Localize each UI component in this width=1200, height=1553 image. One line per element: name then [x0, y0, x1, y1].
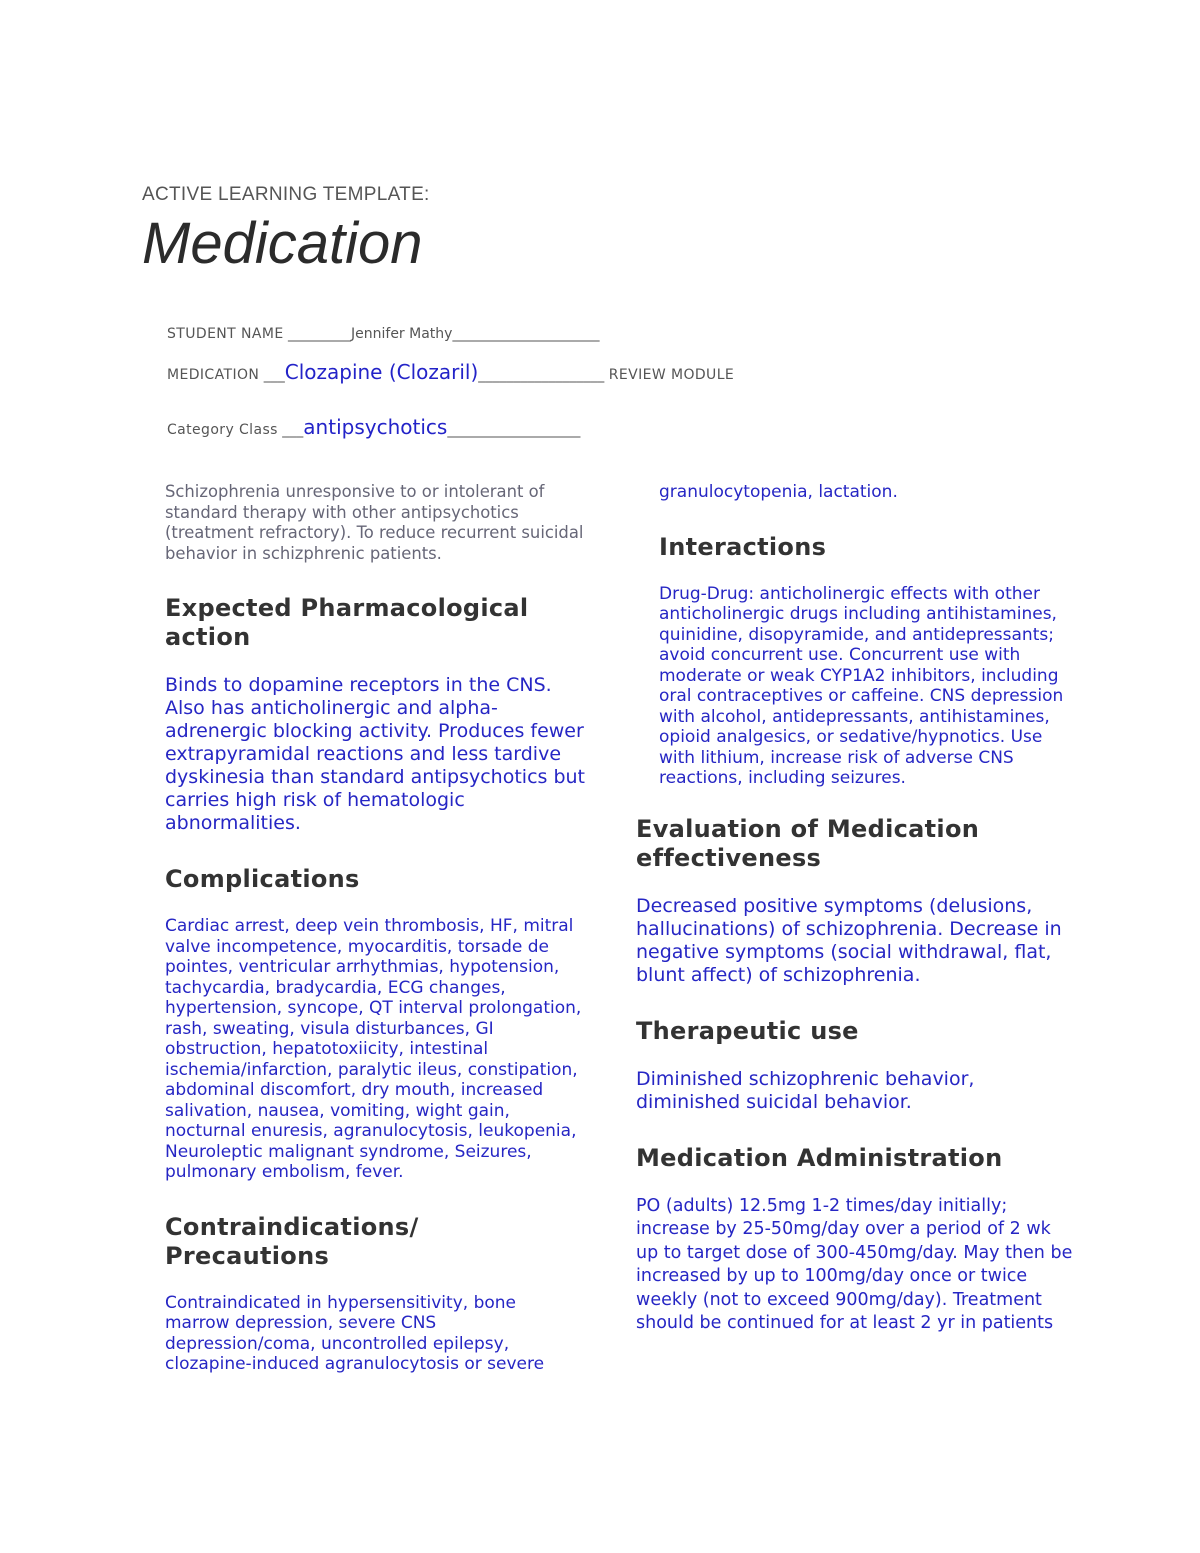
contraindications-continued: granulocytopenia, lactation.: [659, 482, 898, 502]
contraindications-heading: Contraindications/ Precautions: [165, 1212, 419, 1270]
evaluation-heading: Evaluation of Medication effectiveness: [636, 814, 980, 872]
student-name-label: STUDENT NAME: [167, 326, 284, 342]
template-pretitle: ACTIVE LEARNING TEMPLATE:: [142, 184, 430, 205]
interactions-heading: Interactions: [659, 532, 827, 561]
administration-text: PO (adults) 12.5mg 1-2 times/day initially; increase by 25-50mg/day over a period of 2 wk up to target dose of 300-450mg/day. May then be increased by up to 100mg/day once or twice weekly (not to exceed 900mg/day). Treatment should be continued for at least 2 yr in patients: [636, 1195, 1073, 1333]
category-suffix: ___________________: [447, 422, 581, 438]
right-column: [636, 482, 1076, 1336]
student-name-value: _________Jennifer Mathy_____________________: [288, 326, 600, 342]
therapeutic-use-text: Diminished schizophrenic behavior, diminished suicidal behavior.: [636, 1067, 975, 1113]
medication-suffix: __________________: [478, 367, 605, 383]
student-name-row: [167, 326, 599, 342]
evaluation-text: Decreased positive symptoms (delusions, hallucinations) of schizophrenia. Decrease in negative symptoms (social withdrawal, flat, blunt affect) of schizophrenia.: [636, 894, 1062, 986]
pharm-action-heading: Expected Pharmacological action: [165, 594, 529, 651]
review-module-label: REVIEW MODULE: [608, 367, 735, 383]
left-column: [165, 482, 585, 1375]
complications-text: Cardiac arrest, deep vein thrombosis, HF, mitral valve incompetence, myocarditis, torsade de pointes, ventricular arrhythmias, hypotension, tachycardia, bradycardia, ECG changes, hypertension, syncope, QT interval prolongation, rash, sweating, visula disturbances, GI obstruction, hepatotoxiicity, intestinal ischemia/infarction, paralytic ileus, constipation, abdominal discomfort, dry mouth, increased salivation, nausea, vomiting, wight gain, nocturnal enuresis, agranulocytosis, leukopenia, Neuroleptic malignant syndrome, Seizures, pulmonary embolism, fever.: [165, 916, 582, 1182]
medication-row: [167, 360, 734, 384]
complications-heading: Complications: [165, 865, 360, 893]
medication-label: MEDICATION: [167, 367, 260, 383]
pharm-action-text: Binds to dopamine receptors in the CNS. Also has anticholinergic and alpha-adrenergic blocking activity. Produces fewer extrapyramidal reactions and less tardive dyskinesia than standard antipsychotics but carries high risk of hematologic abnormalities.: [165, 674, 586, 834]
category-value: antipsychotics: [303, 415, 448, 439]
contraindications-text: Contraindicated in hypersensitivity, bone marrow depression, severe CNS depression/coma, uncontrolled epilepsy, clozapine-induced agranulocytosis or severe: [165, 1292, 545, 1374]
administration-heading: Medication Administration: [636, 1143, 1003, 1172]
page-title: Medication: [142, 211, 423, 276]
medication-value: Clozapine (Clozaril): [284, 360, 479, 384]
medication-prefix: ___: [263, 367, 285, 383]
indication-text: Schizophrenia unresponsive to or intolerant of standard therapy with other antipsychotics (treatment refractory). To reduce recurrent suicidal behavior in schizphrenic patients.: [165, 482, 584, 563]
category-row: [167, 415, 580, 439]
interactions-text: Drug-Drug: anticholinergic effects with other anticholinergic drugs including antihistamines, quinidine, disopyramide, and antidepressants; avoid concurrent use. Concurrent use with moderate or weak CYP1A2 inhibitors, including oral contraceptives or caffeine. CNS depression with alcohol, antidepressants, antihistamines, opioid analgesics, or sedative/hypnotics. Use with lithium, increase risk of adverse CNS reactions, including seizures.: [659, 583, 1064, 788]
therapeutic-use-heading: Therapeutic use: [636, 1016, 859, 1045]
category-prefix: ___: [282, 422, 304, 438]
category-label: Category Class: [167, 422, 278, 438]
